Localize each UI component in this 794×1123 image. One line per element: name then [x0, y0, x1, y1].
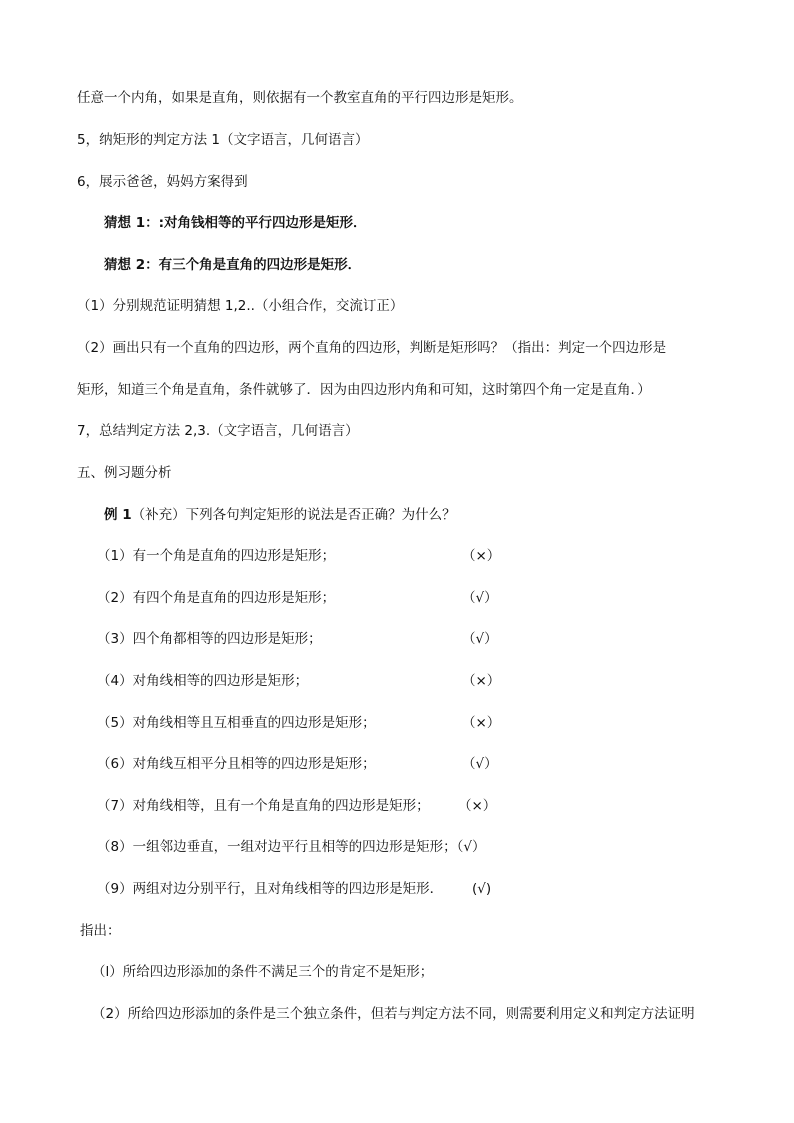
conjecture-1: 猜想 1：:对角钱相等的平行四边形是矩形． — [104, 215, 367, 231]
list-item: （8）一组邻边垂直，一组对边平行且相等的四边形是矩形；（√） — [97, 839, 486, 855]
drawing-task-continuation: 矩形，知道三个角是直角，条件就够了．因为由四边形内角和可知，这时第四个角一定是直角．） — [77, 382, 651, 398]
example-1-prompt — [104, 506, 456, 524]
answer-mark: （×） — [458, 798, 497, 814]
list-item: （2）有四个角是直角的四边形是矩形； — [97, 590, 336, 606]
answer-mark: （√） — [462, 590, 498, 606]
list-item: （9）两组对边分别平行，且对角线相等的四边形是矩形． — [97, 881, 444, 897]
list-item: （5）对角线相等且互相垂直的四边形是矩形； — [97, 715, 376, 731]
step-6-line: 6，展示爸爸，妈妈方案得到 — [77, 174, 248, 190]
note-line: （l）所给四边形添加的条件不满足三个的肯定不是矩形； — [92, 964, 434, 980]
conjecture-2: 猜想 2：有三个角是直角的四边形是矩形． — [104, 257, 362, 273]
example-question: （补充）下列各句判定矩形的说法是否正确？为什么？ — [131, 507, 456, 523]
proof-task-line: （1）分别规范证明猜想 1,2..（小组合作，交流订正） — [77, 298, 404, 314]
answer-mark: （×） — [462, 548, 501, 564]
step-7-line: 7，总结判定方法 2,3.（文字语言，几何语言） — [77, 423, 359, 439]
answer-mark: （×） — [462, 673, 501, 689]
answer-mark: （√） — [462, 756, 498, 772]
paragraph-line: 任意一个内角，如果是直角，则依据有一个教室直角的平行四边形是矩形。 — [77, 90, 523, 106]
list-item: （1）有一个角是直角的四边形是矩形； — [97, 548, 336, 564]
step-5-line: 5，纳矩形的判定方法 1（文字语言，几何语言） — [77, 132, 369, 148]
answer-mark: (√) — [472, 881, 492, 897]
list-item: （6）对角线互相平分且相等的四边形是矩形； — [97, 756, 376, 772]
list-item: （3）四个角都相等的四边形是矩形； — [97, 631, 322, 647]
drawing-task-line: （2）画出只有一个直角的四边形，两个直角的四边形，判断是矩形吗？（指出：判定一个四边形是 — [77, 340, 667, 356]
pointer-label: 指出： — [80, 923, 121, 939]
list-item: （4）对角线相等的四边形是矩形； — [97, 673, 309, 689]
list-item: （7）对角线相等，且有一个角是直角的四边形是矩形； — [97, 798, 430, 814]
answer-mark: （√） — [462, 631, 498, 647]
section-heading: 五、例习题分析 — [77, 465, 172, 481]
answer-mark: （×） — [462, 715, 501, 731]
note-line: （2）所给四边形添加的条件是三个独立条件，但若与判定方法不同，则需要利用定义和判定方法证明 — [92, 1006, 695, 1022]
example-label: 例 1 — [104, 507, 132, 523]
